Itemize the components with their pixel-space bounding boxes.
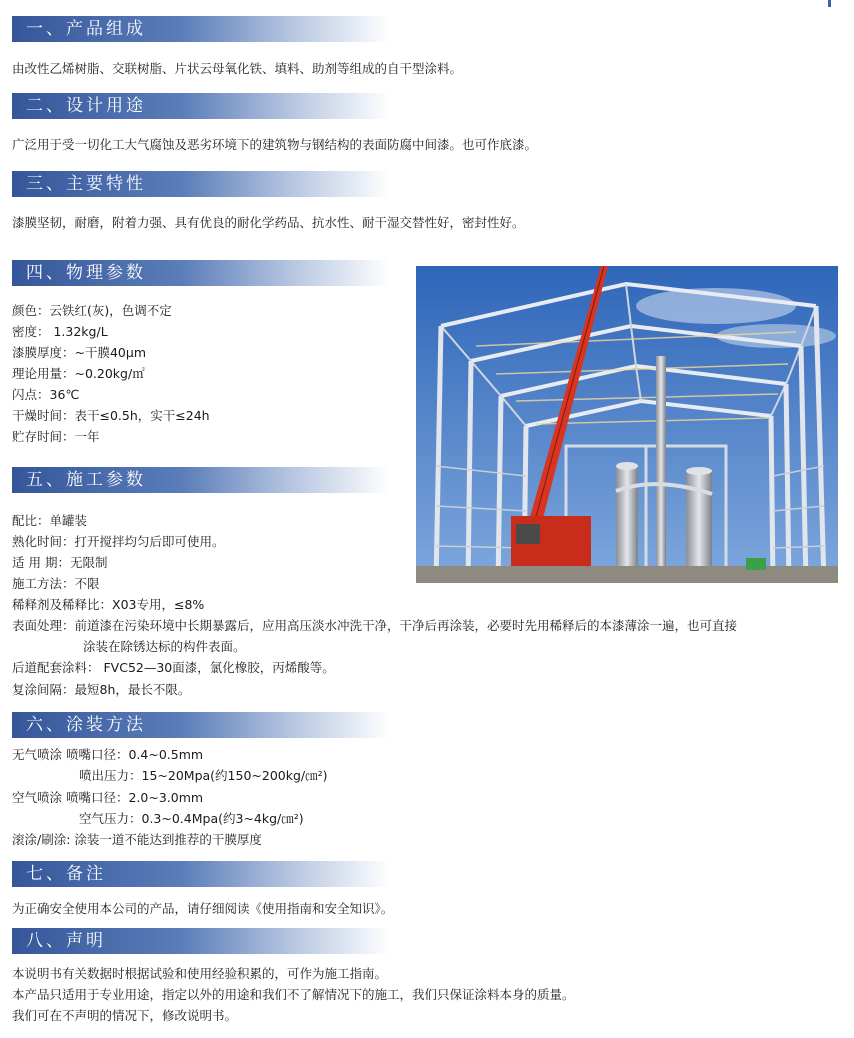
physical-param-line: 密度： 1.32kg/L [12,324,108,339]
application-param-line: 涂装在除锈达标的构件表面。 [83,639,246,654]
section-header-statement [12,928,390,954]
physical-param-line: 闪点：36℃ [12,387,80,402]
remarks-text: 为正确安全使用本公司的产品，请仔细阅读《使用指南和安全知识》。 [12,901,394,916]
physical-param-line: 贮存时间：一年 [12,429,100,444]
section-header-application [12,467,390,493]
section-header-features [12,171,390,197]
section-title: 五、施工参数 [26,470,146,490]
method-line: 空气喷涂 喷嘴口径：2.0~3.0mm [12,790,204,805]
usage-text: 广泛用于受一切化工大气腐蚀及恶劣环境下的建筑物与钢结构的表面防腐中间漆。也可作底漆。 [12,137,538,152]
physical-param-line: 颜色：云铁红(灰)，色调不定 [12,303,172,318]
statement-line: 本说明书有关数据时根据试验和使用经验积累的，可作为施工指南。 [12,966,388,981]
section-header-composition [12,16,390,42]
features-text: 漆膜坚韧，耐磨，附着力强、具有优良的耐化学药品、抗水性、耐干湿交替性好，密封性好。 [12,215,525,230]
physical-param-line: 理论用量：~0.20kg/㎡ [12,366,145,381]
section-header-methods [12,712,390,738]
statement-line: 本产品只适用于专业用途，指定以外的用途和我们不了解情况下的施工，我们只保证涂料本身的质量。 [12,987,575,1002]
application-param-line: 后道配套涂料： FVC52—30面漆，氯化橡胶，丙烯酸等。 [12,660,335,675]
application-param-line: 适 用 期：无限制 [12,555,108,570]
application-param-line: 稀释剂及稀释比：X03专用，≤8% [12,597,205,612]
application-param-line: 配比：单罐装 [12,513,88,528]
section-header-remarks [12,861,390,887]
section-title: 八、声明 [26,931,106,951]
method-line: 空气压力：0.3~0.4Mpa(约3~4kg/㎝²) [79,811,304,826]
corner-mark [828,0,831,7]
application-param-line: 施工方法：不限 [12,576,100,591]
application-param-line: 表面处理：前道漆在污染环境中长期暴露后，应用高压淡水冲洗干净，干净后再涂装，必要时先用稀释后的本漆薄涂一遍，也可直接 [12,618,738,633]
statement-line: 我们可在不声明的情况下，修改说明书。 [12,1008,238,1023]
section-title: 三、主要特性 [26,174,146,194]
section-header-physical [12,260,390,286]
method-line: 滚涂/刷涂: 涂装一道不能达到推荐的干膜厚度 [12,832,262,847]
application-param-line: 熟化时间：打开搅拌均匀后即可使用。 [12,534,225,549]
method-line: 喷出压力：15~20Mpa(约150~200kg/㎝²) [79,768,328,783]
section-title: 一、产品组成 [26,19,146,39]
physical-param-line: 干燥时间：表干≤0.5h，实干≤24h [12,408,210,423]
application-param-line: 复涂间隔：最短8h，最长不限。 [12,682,191,697]
section-title: 二、设计用途 [26,96,146,116]
physical-param-line: 漆膜厚度：~干膜40μm [12,345,147,360]
composition-text: 由改性乙烯树脂、交联树脂、片状云母氧化铁、填料、助剂等组成的自干型涂料。 [12,61,463,76]
section-header-usage [12,93,390,119]
steel-structure-illustration [416,266,838,583]
section-title: 七、备注 [26,864,106,884]
section-title: 六、涂装方法 [26,715,146,735]
construction-photo [416,266,838,583]
section-title: 四、物理参数 [26,263,146,283]
method-line: 无气喷涂 喷嘴口径：0.4~0.5mm [12,747,204,762]
